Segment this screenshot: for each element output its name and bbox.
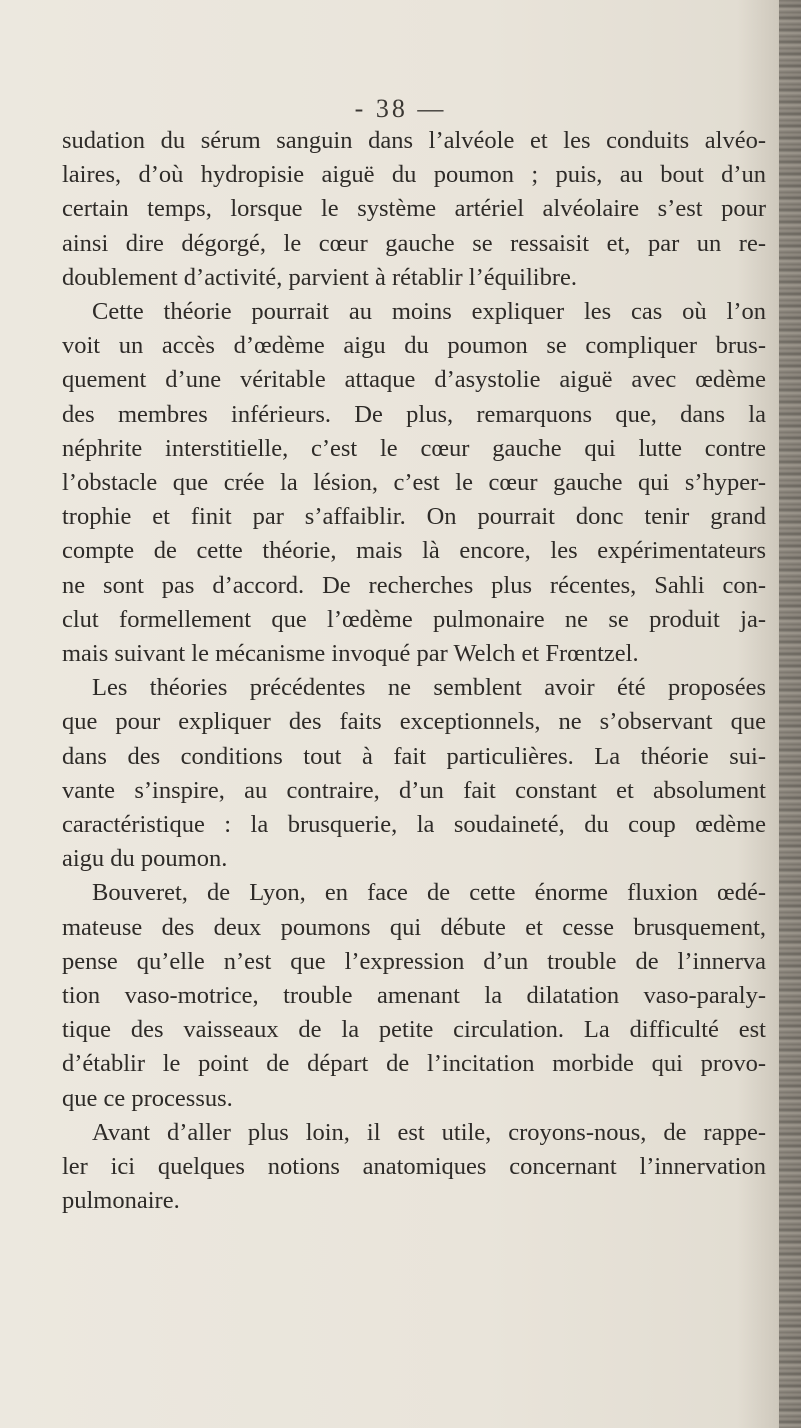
- text-line: trophie et finit par s’affaiblir. On pourrait donc tenir grand: [62, 503, 766, 531]
- text-line: pulmonaire.: [62, 1187, 180, 1215]
- text-line: voit un accès d’œdème aigu du poumon se compliquer brus-: [62, 332, 766, 360]
- page-number: - 38 —: [354, 94, 447, 123]
- text-line: caractéristique : la brusquerie, la soudaineté, du coup œdème: [62, 811, 766, 839]
- text-line: que ce processus.: [62, 1084, 233, 1112]
- text-line: ainsi dire dégorgé, le cœur gauche se ressaisit et, par un re-: [62, 229, 766, 257]
- text-line: pense qu’elle n’est que l’expression d’un trouble de l’innerva: [62, 947, 766, 975]
- text-line: clut formellement que l’œdème pulmonaire ne se produit ja-: [62, 605, 766, 633]
- text-line: sudation du sérum sanguin dans l’alvéole et les conduits alvéo-: [62, 127, 766, 154]
- text-line: mateuse des deux poumons qui débute et cesse brusquement,: [62, 913, 766, 941]
- text-line: tique des vaisseaux de la petite circulation. La difficulté est: [62, 1016, 766, 1044]
- text-line: des membres inférieurs. De plus, remarquons que, dans la: [62, 400, 766, 428]
- text-line: ne sont pas d’accord. De recherches plus récentes, Sahli con-: [62, 571, 766, 599]
- text-line: que pour expliquer des faits exceptionnels, ne s’observant que: [62, 708, 766, 736]
- text-line: aigu du poumon.: [62, 845, 228, 873]
- text-line: l’obstacle que crée la lésion, c’est le cœur gauche qui s’hyper-: [62, 469, 766, 497]
- text-line: néphrite interstitielle, c’est le cœur gauche qui lutte contre: [62, 434, 766, 462]
- text-line: Bouveret, de Lyon, en face de cette énorme fluxion œdé-: [92, 879, 766, 907]
- text-line: d’établir le point de départ de l’incitation morbide qui provo-: [62, 1050, 766, 1078]
- text-line: Avant d’aller plus loin, il est utile, croyons-nous, de rappe-: [92, 1118, 766, 1146]
- page-edge-shadow: [779, 0, 801, 1428]
- text-line: vante s’inspire, au contraire, d’un fait constant et absolument: [62, 776, 766, 804]
- text-line: tion vaso-motrice, trouble amenant la dilatation vaso-paraly-: [62, 982, 766, 1010]
- text-line: compte de cette théorie, mais là encore, les expérimentateurs: [62, 537, 766, 565]
- text-line: Les théories précédentes ne semblent avoir été proposées: [92, 674, 766, 702]
- text-line: laires, d’où hydropisie aiguë du poumon ; puis, au bout d’un: [62, 161, 766, 189]
- body-text: [62, 124, 766, 1219]
- text-line: certain temps, lorsque le système artériel alvéolaire s’est pour: [62, 195, 766, 223]
- text-line: quement d’une véritable attaque d’asystolie aiguë avec œdème: [62, 366, 766, 394]
- text-line: Cette théorie pourrait au moins expliquer les cas où l’on: [92, 298, 766, 326]
- text-line: dans des conditions tout à fait particulières. La théorie sui-: [62, 742, 766, 770]
- text-line: ler ici quelques notions anatomiques concernant l’innervation: [62, 1153, 766, 1181]
- text-line: mais suivant le mécanisme invoqué par Welch et Frœntzel.: [62, 640, 639, 668]
- text-line: doublement d’activité, parvient à rétablir l’équilibre.: [62, 263, 577, 291]
